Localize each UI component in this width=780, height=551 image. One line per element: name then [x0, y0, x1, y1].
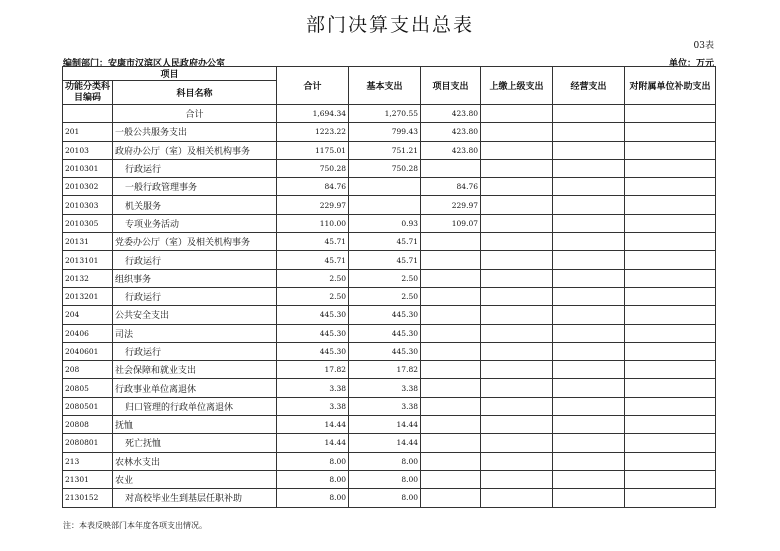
- name-header: 科目名称: [113, 81, 277, 105]
- cell-total: 1175.01: [277, 141, 349, 159]
- cell-project: 109.07: [421, 214, 481, 232]
- cell-project: [421, 416, 481, 434]
- cell-upper: [481, 214, 553, 232]
- table-row: [63, 141, 716, 159]
- cell-business: [553, 489, 625, 507]
- cell-project: [421, 306, 481, 324]
- cell-upper: [481, 196, 553, 214]
- cell-subsidy: [625, 141, 716, 159]
- cell-code: 201: [63, 123, 113, 141]
- cell-subsidy: [625, 105, 716, 123]
- cell-business: [553, 397, 625, 415]
- table-row: [63, 269, 716, 287]
- cell-name: 公共安全支出: [113, 306, 277, 324]
- cell-total: 229.97: [277, 196, 349, 214]
- table-row: [63, 397, 716, 415]
- cell-code: 2040601: [63, 342, 113, 360]
- cell-subsidy: [625, 178, 716, 196]
- table-row: [63, 379, 716, 397]
- code-header: 功能分类科目编码: [63, 81, 113, 105]
- cell-basic: 751.21: [349, 141, 421, 159]
- cell-total: 14.44: [277, 434, 349, 452]
- cell-code: 204: [63, 306, 113, 324]
- table-row: [63, 342, 716, 360]
- cell-subsidy: [625, 214, 716, 232]
- cell-business: [553, 214, 625, 232]
- upper-header: 上缴上级支出: [481, 67, 553, 105]
- table-row: [63, 324, 716, 342]
- cell-business: [553, 361, 625, 379]
- cell-upper: [481, 342, 553, 360]
- cell-name: 行政事业单位离退休: [113, 379, 277, 397]
- cell-upper: [481, 105, 553, 123]
- cell-total: 445.30: [277, 324, 349, 342]
- cell-code: 20131: [63, 233, 113, 251]
- cell-project: [421, 159, 481, 177]
- cell-subsidy: [625, 324, 716, 342]
- cell-total: 2.50: [277, 269, 349, 287]
- cell-name: 政府办公厅（室）及相关机构事务: [113, 141, 277, 159]
- cell-upper: [481, 470, 553, 488]
- subsidy-header: 对附属单位补助支出: [625, 67, 716, 105]
- cell-upper: [481, 233, 553, 251]
- cell-code: 21301: [63, 470, 113, 488]
- cell-project: [421, 342, 481, 360]
- cell-total: 84.76: [277, 178, 349, 196]
- table-row: [63, 489, 716, 507]
- cell-subsidy: [625, 287, 716, 305]
- cell-subsidy: [625, 342, 716, 360]
- cell-total: 45.71: [277, 251, 349, 269]
- cell-code: 20805: [63, 379, 113, 397]
- table-number: 03表: [693, 41, 714, 51]
- cell-code: 20406: [63, 324, 113, 342]
- table-row: [63, 452, 716, 470]
- cell-total: 2.50: [277, 287, 349, 305]
- cell-name: 农业: [113, 470, 277, 488]
- cell-subsidy: [625, 233, 716, 251]
- cell-business: [553, 105, 625, 123]
- cell-name: 死亡抚恤: [113, 434, 277, 452]
- table-row: [63, 361, 716, 379]
- cell-project: [421, 379, 481, 397]
- cell-basic: 8.00: [349, 489, 421, 507]
- cell-code: 20103: [63, 141, 113, 159]
- cell-business: [553, 306, 625, 324]
- cell-code: 2130152: [63, 489, 113, 507]
- cell-subsidy: [625, 159, 716, 177]
- table-row: [63, 196, 716, 214]
- cell-business: [553, 434, 625, 452]
- cell-upper: [481, 489, 553, 507]
- cell-business: [553, 123, 625, 141]
- cell-code: 2080501: [63, 397, 113, 415]
- cell-upper: [481, 159, 553, 177]
- cell-name: 归口管理的行政单位离退休: [113, 397, 277, 415]
- cell-business: [553, 251, 625, 269]
- cell-name: 专项业务活动: [113, 214, 277, 232]
- cell-subsidy: [625, 269, 716, 287]
- cell-business: [553, 324, 625, 342]
- cell-name: 行政运行: [113, 342, 277, 360]
- cell-business: [553, 416, 625, 434]
- cell-business: [553, 178, 625, 196]
- cell-upper: [481, 361, 553, 379]
- cell-code: [63, 105, 113, 123]
- cell-total: 8.00: [277, 452, 349, 470]
- cell-project: [421, 324, 481, 342]
- table-row: [63, 233, 716, 251]
- cell-project: 423.80: [421, 141, 481, 159]
- cell-basic: 2.50: [349, 269, 421, 287]
- item-header: 项目: [63, 67, 277, 81]
- cell-project: 423.80: [421, 105, 481, 123]
- cell-basic: 445.30: [349, 324, 421, 342]
- cell-basic: 3.38: [349, 379, 421, 397]
- cell-business: [553, 196, 625, 214]
- cell-code: 2010302: [63, 178, 113, 196]
- cell-total: 1223.22: [277, 123, 349, 141]
- cell-subsidy: [625, 196, 716, 214]
- cell-basic: 0.93: [349, 214, 421, 232]
- expenditure-table: [62, 66, 716, 508]
- cell-name: 一般公共服务支出: [113, 123, 277, 141]
- cell-basic: 3.38: [349, 397, 421, 415]
- footnote: 注：本表反映部门本年度各项支出情况。: [63, 521, 207, 530]
- cell-basic: 45.71: [349, 233, 421, 251]
- cell-upper: [481, 379, 553, 397]
- cell-total: 45.71: [277, 233, 349, 251]
- table-row: [63, 159, 716, 177]
- cell-name: 党委办公厅（室）及相关机构事务: [113, 233, 277, 251]
- cell-code: 20132: [63, 269, 113, 287]
- cell-project: [421, 269, 481, 287]
- table-row: [63, 416, 716, 434]
- cell-subsidy: [625, 470, 716, 488]
- cell-subsidy: [625, 397, 716, 415]
- cell-subsidy: [625, 416, 716, 434]
- cell-project: 423.80: [421, 123, 481, 141]
- cell-total: 14.44: [277, 416, 349, 434]
- cell-upper: [481, 178, 553, 196]
- cell-business: [553, 342, 625, 360]
- table-row: [63, 287, 716, 305]
- cell-name: 合计: [113, 105, 277, 123]
- cell-project: [421, 397, 481, 415]
- cell-subsidy: [625, 251, 716, 269]
- cell-subsidy: [625, 123, 716, 141]
- cell-business: [553, 141, 625, 159]
- cell-business: [553, 159, 625, 177]
- cell-code: 2010301: [63, 159, 113, 177]
- project-header: 项目支出: [421, 67, 481, 105]
- cell-business: [553, 379, 625, 397]
- table-row: [63, 470, 716, 488]
- cell-basic: 750.28: [349, 159, 421, 177]
- cell-business: [553, 269, 625, 287]
- cell-subsidy: [625, 434, 716, 452]
- cell-name: 社会保障和就业支出: [113, 361, 277, 379]
- cell-upper: [481, 141, 553, 159]
- cell-project: [421, 470, 481, 488]
- cell-subsidy: [625, 306, 716, 324]
- cell-code: 2013201: [63, 287, 113, 305]
- cell-basic: 445.30: [349, 342, 421, 360]
- cell-upper: [481, 324, 553, 342]
- cell-upper: [481, 397, 553, 415]
- cell-basic: 14.44: [349, 434, 421, 452]
- cell-total: 17.82: [277, 361, 349, 379]
- cell-name: 行政运行: [113, 251, 277, 269]
- cell-total: 1,694.34: [277, 105, 349, 123]
- cell-name: 司法: [113, 324, 277, 342]
- cell-basic: 45.71: [349, 251, 421, 269]
- cell-total: 750.28: [277, 159, 349, 177]
- cell-total: 3.38: [277, 379, 349, 397]
- cell-project: [421, 452, 481, 470]
- cell-subsidy: [625, 489, 716, 507]
- cell-upper: [481, 306, 553, 324]
- cell-upper: [481, 452, 553, 470]
- cell-upper: [481, 434, 553, 452]
- cell-code: 208: [63, 361, 113, 379]
- table-row: [63, 306, 716, 324]
- cell-name: 农林水支出: [113, 452, 277, 470]
- cell-total: 445.30: [277, 342, 349, 360]
- cell-basic: 17.82: [349, 361, 421, 379]
- cell-basic: 1,270.55: [349, 105, 421, 123]
- table-row: [63, 251, 716, 269]
- cell-basic: 8.00: [349, 470, 421, 488]
- cell-business: [553, 452, 625, 470]
- cell-total: 8.00: [277, 470, 349, 488]
- cell-basic: 2.50: [349, 287, 421, 305]
- cell-subsidy: [625, 379, 716, 397]
- cell-name: 行政运行: [113, 287, 277, 305]
- cell-basic: 445.30: [349, 306, 421, 324]
- cell-project: [421, 233, 481, 251]
- business-header: 经营支出: [553, 67, 625, 105]
- cell-name: 机关服务: [113, 196, 277, 214]
- cell-code: 2010305: [63, 214, 113, 232]
- cell-basic: 14.44: [349, 416, 421, 434]
- cell-project: [421, 361, 481, 379]
- cell-project: [421, 287, 481, 305]
- cell-upper: [481, 287, 553, 305]
- cell-project: 229.97: [421, 196, 481, 214]
- cell-project: [421, 251, 481, 269]
- cell-upper: [481, 269, 553, 287]
- cell-basic: 799.43: [349, 123, 421, 141]
- cell-name: 一般行政管理事务: [113, 178, 277, 196]
- cell-code: 20808: [63, 416, 113, 434]
- cell-business: [553, 287, 625, 305]
- total-header: 合计: [277, 67, 349, 105]
- cell-project: [421, 489, 481, 507]
- table-row: [63, 105, 716, 123]
- cell-project: 84.76: [421, 178, 481, 196]
- cell-total: 445.30: [277, 306, 349, 324]
- cell-basic: [349, 196, 421, 214]
- cell-name: 行政运行: [113, 159, 277, 177]
- cell-business: [553, 470, 625, 488]
- basic-header: 基本支出: [349, 67, 421, 105]
- cell-business: [553, 233, 625, 251]
- cell-upper: [481, 251, 553, 269]
- cell-project: [421, 434, 481, 452]
- cell-name: 组织事务: [113, 269, 277, 287]
- page-title: 部门决算支出总表: [305, 14, 474, 36]
- cell-upper: [481, 123, 553, 141]
- cell-total: 8.00: [277, 489, 349, 507]
- cell-basic: [349, 178, 421, 196]
- cell-subsidy: [625, 361, 716, 379]
- table-row: [63, 178, 716, 196]
- cell-total: 110.00: [277, 214, 349, 232]
- cell-total: 3.38: [277, 397, 349, 415]
- table-row: [63, 214, 716, 232]
- cell-subsidy: [625, 452, 716, 470]
- cell-code: 2010303: [63, 196, 113, 214]
- unit-label: 单位：万元: [668, 59, 714, 69]
- table-row: [63, 123, 716, 141]
- department-label: 编制部门：安康市汉滨区人民政府办公室: [63, 59, 226, 69]
- cell-code: 213: [63, 452, 113, 470]
- cell-name: 抚恤: [113, 416, 277, 434]
- cell-code: 2013101: [63, 251, 113, 269]
- cell-code: 2080801: [63, 434, 113, 452]
- cell-upper: [481, 416, 553, 434]
- table-row: [63, 434, 716, 452]
- cell-basic: 8.00: [349, 452, 421, 470]
- cell-name: 对高校毕业生到基层任职补助: [113, 489, 277, 507]
